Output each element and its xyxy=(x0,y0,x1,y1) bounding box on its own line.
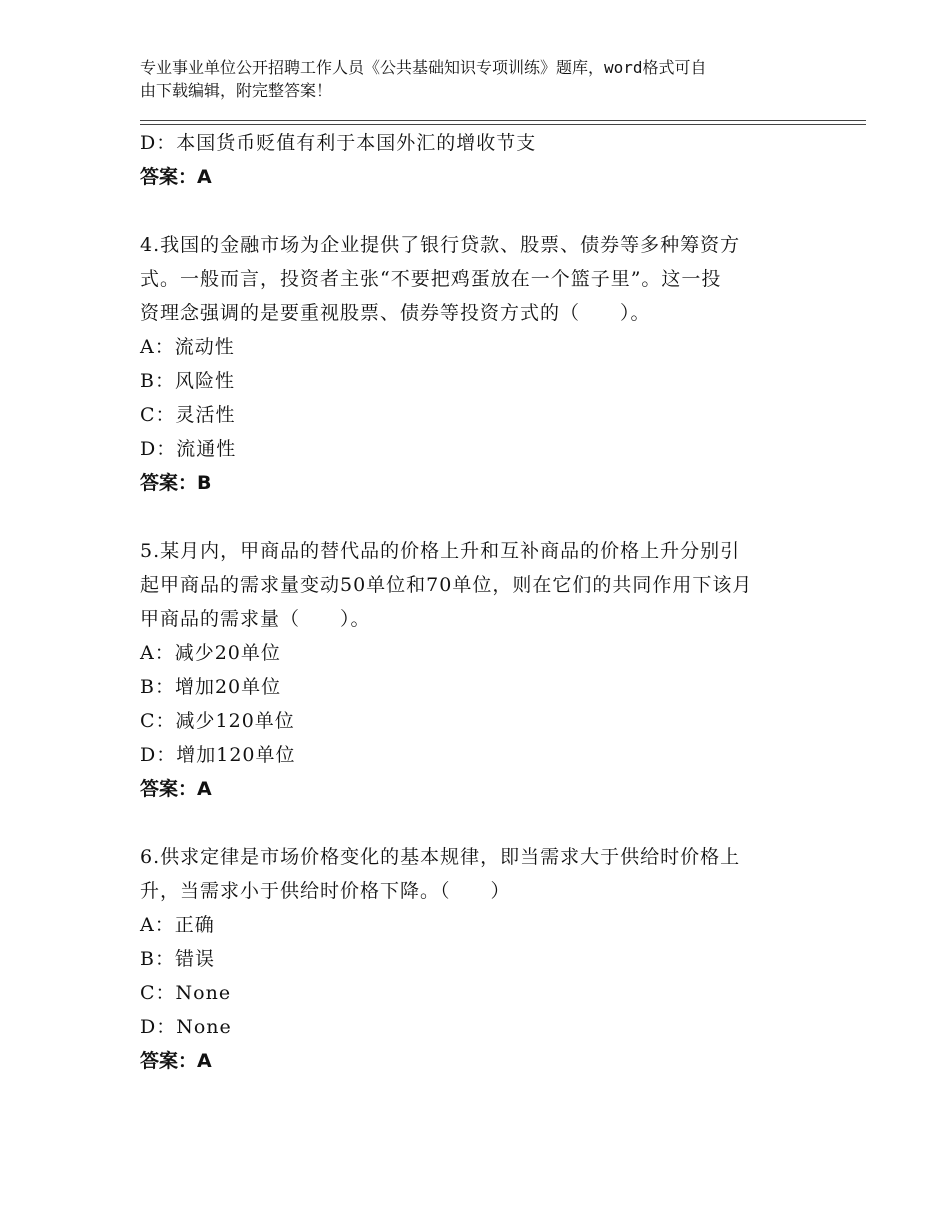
q4-option-c: C：灵活性 xyxy=(140,404,236,426)
q6-answer: 答案：A xyxy=(140,1050,212,1072)
q5-answer: 答案：A xyxy=(140,778,212,800)
q5-option-b: B：增加20单位 xyxy=(140,676,282,698)
q4-option-b: B：风险性 xyxy=(140,370,235,392)
q5-option-a: A：减少20单位 xyxy=(140,642,281,664)
q5-option-c: C：减少120单位 xyxy=(140,710,295,732)
q5-option-d: D：增加120单位 xyxy=(140,744,296,766)
q4-stem-line: 4.我国的金融市场为企业提供了银行贷款、股票、债券等多种筹资方 xyxy=(140,234,741,256)
header-divider-bottom xyxy=(140,124,866,125)
q5-stem-line: 起甲商品的需求量变动50单位和70单位，则在它们的共同作用下该月 xyxy=(140,574,753,596)
spacer xyxy=(140,194,820,228)
q4-answer: 答案：B xyxy=(140,472,212,494)
spacer xyxy=(140,806,820,840)
q3-option-d: D：本国货币贬值有利于本国外汇的增收节支 xyxy=(140,132,537,154)
spacer xyxy=(140,500,820,534)
q4-option-d: D：流通性 xyxy=(140,438,237,460)
q5-stem-line: 甲商品的需求量（ ）。 xyxy=(140,608,371,630)
q6-option-d: D：None xyxy=(140,1016,232,1038)
q6-option-c: C：None xyxy=(140,982,232,1004)
q4-stem-line: 式。一般而言，投资者主张“不要把鸡蛋放在一个篮子里”。这一投 xyxy=(140,268,722,290)
document-body xyxy=(140,126,820,1078)
question-4 xyxy=(140,228,820,500)
question-5 xyxy=(140,534,820,806)
q3-answer: 答案：A xyxy=(140,166,212,188)
header-line-1: 专业事业单位公开招聘工作人员《公共基础知识专项训练》题库，word格式可自 xyxy=(140,58,707,77)
q6-option-b: B：错误 xyxy=(140,948,215,970)
question-6 xyxy=(140,840,820,1078)
header-line-2: 由下载编辑，附完整答案！ xyxy=(140,81,333,100)
q5-stem-line: 5.某月内，甲商品的替代品的价格上升和互补商品的价格上升分别引 xyxy=(140,540,741,562)
q6-stem-line: 6.供求定律是市场价格变化的基本规律，即当需求大于供给时价格上 xyxy=(140,846,741,868)
q6-stem-line: 升，当需求小于供给时价格下降。（ ） xyxy=(140,880,511,902)
page-header xyxy=(140,56,820,102)
header-divider-top xyxy=(140,120,866,121)
q4-option-a: A：流动性 xyxy=(140,336,235,358)
q6-option-a: A：正确 xyxy=(140,914,215,936)
q4-stem-line: 资理念强调的是要重视股票、债券等投资方式的（ ）。 xyxy=(140,302,651,324)
